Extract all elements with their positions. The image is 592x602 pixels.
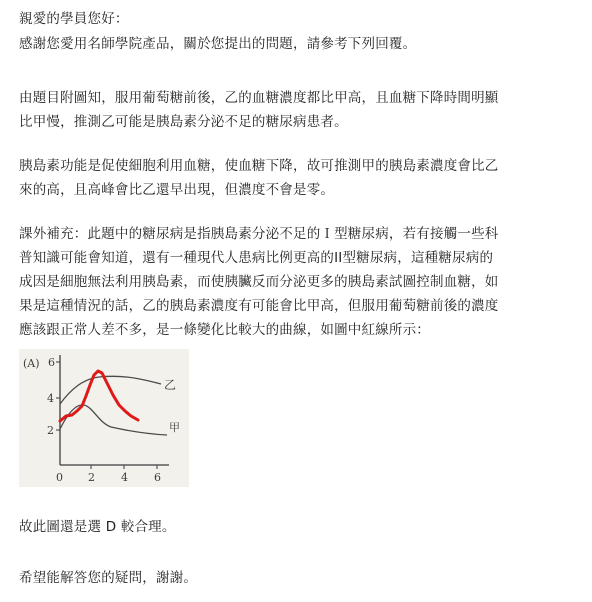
curve-label-yi: 乙 xyxy=(164,378,177,392)
y-tick-2: 2 xyxy=(47,424,54,437)
graph-photo xyxy=(19,349,189,487)
x-tick-2: 2 xyxy=(88,471,95,484)
paragraph-3-line-5: 應該跟正常人差不多，是一條變化比較大的曲線，如圖中紅線所示： xyxy=(19,322,430,338)
curve-jia xyxy=(60,405,167,435)
x-tick-0: 0 xyxy=(56,471,63,484)
paragraph-3-line-4: 果是這種情況的話，乙的胰島素濃度有可能會比甲高，但服用葡萄糖前後的濃度 xyxy=(19,298,499,314)
paragraph-2-line-1: 胰島素功能是促使細胞利用血糖，使血糖下降，故可推測甲的胰島素濃度會比乙 xyxy=(19,158,499,174)
y-tick-4: 4 xyxy=(47,392,54,405)
greeting: 親愛的學員您好： xyxy=(19,11,129,27)
paragraph-3-line-3: 成因是細胞無法利用胰島素，而使胰臟反而分泌更多的胰島素試圖控制血糖，如 xyxy=(19,274,499,290)
paragraph-1-line-1: 由題目附圖知，服用葡萄糖前後，乙的血糖濃度都比甲高，且血糖下降時間明顯 xyxy=(19,90,499,106)
curve-label-jia: 甲 xyxy=(169,421,180,434)
graph-sketch xyxy=(19,349,189,487)
y-tick-6: 6 xyxy=(48,356,55,369)
paragraph-2-line-2: 來的高，且高峰會比乙還早出現，但濃度不會是零。 xyxy=(19,182,335,198)
red-curve xyxy=(60,371,138,421)
paragraph-3-line-2: 普知識可能會知道，還有一種現代人患病比例更高的II型糖尿病，這種糖尿病的 xyxy=(19,250,494,266)
paragraph-3-line-1: 課外補充：此題中的糖尿病是指胰島素分泌不足的Ｉ型糖尿病，若有接觸一些科 xyxy=(19,226,499,242)
thanks-line: 感謝您愛用名師學院產品，關於您提出的問題，請參考下列回覆。 xyxy=(19,36,417,52)
closing-line: 希望能解答您的疑問，謝謝。 xyxy=(19,570,198,586)
x-tick-6: 6 xyxy=(154,471,161,484)
x-tick-4: 4 xyxy=(121,471,128,484)
conclusion-line: 故此圖還是選 D 較合理。 xyxy=(19,519,176,535)
panel-label: (A) xyxy=(23,357,40,370)
paragraph-1-line-2: 比甲慢，推測乙可能是胰島素分泌不足的糖尿病患者。 xyxy=(19,114,348,130)
